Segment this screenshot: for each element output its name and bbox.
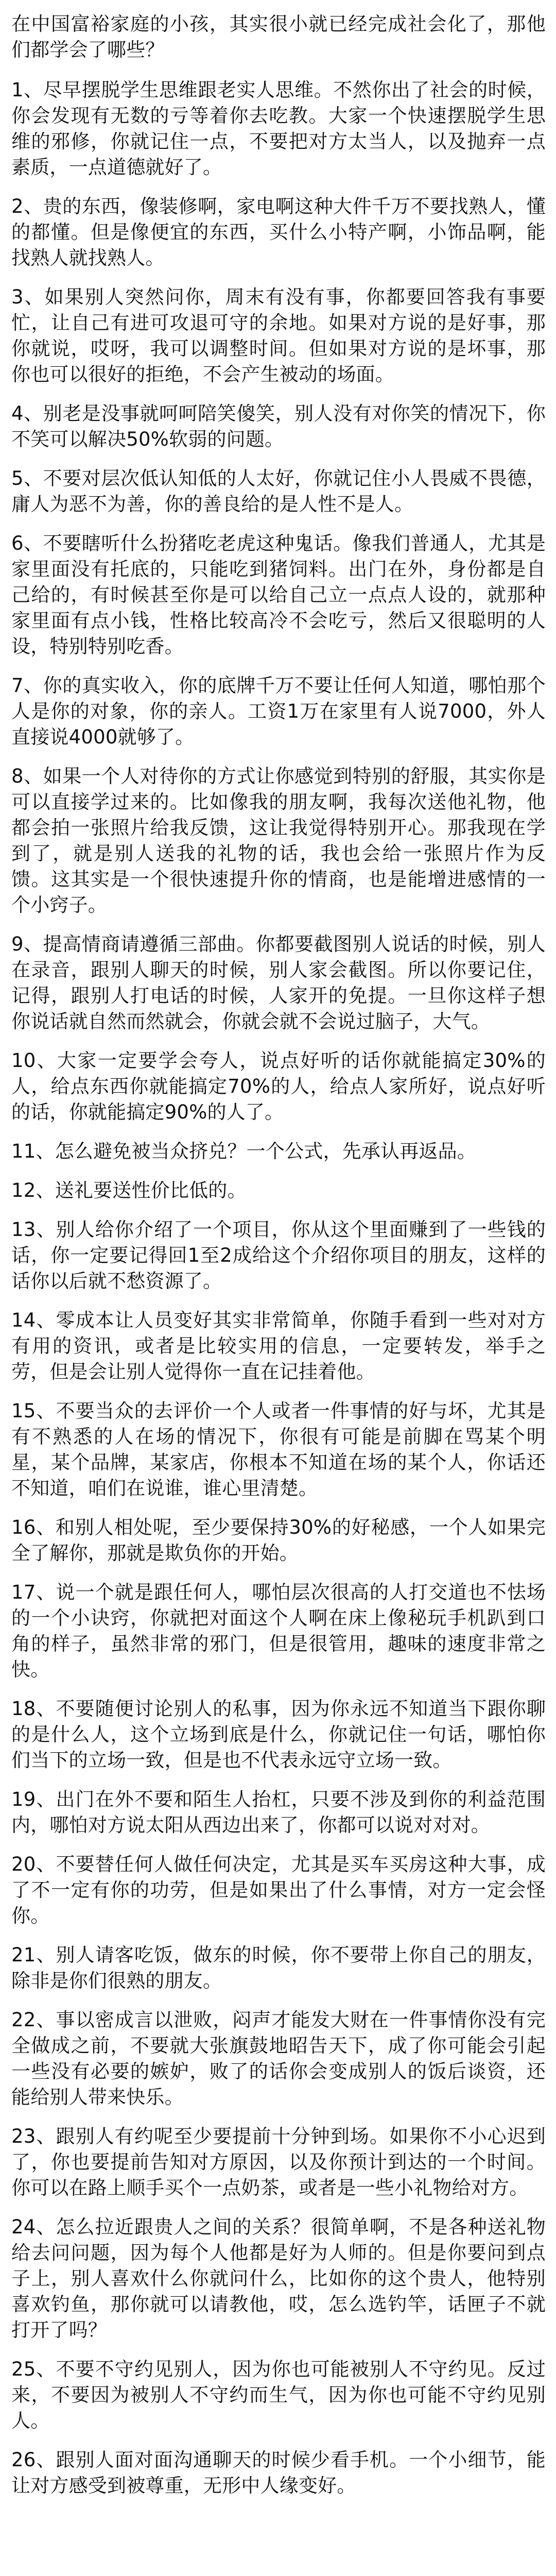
tip-item-25 xyxy=(11,2357,546,2434)
tip-item-18 xyxy=(11,1696,546,1773)
tip-item-13 xyxy=(11,1217,546,1294)
tip-number: 18、 xyxy=(11,1698,56,1720)
tip-text: 和别人相处呢，至少要保持30%的好秘感，一个人如果完全了解你，那就是欺负你的开始。 xyxy=(11,1516,546,1564)
tip-number: 24、 xyxy=(11,2216,56,2238)
tip-number: 14、 xyxy=(11,1309,56,1331)
tip-text: 如果一个人对待你的方式让你感觉到特别的舒服，其实你是可以直接学过来的。比如像我的朋友啊，我每次送他礼物，他都会拍一张照片给我反馈，这让我觉得特别开心。那我现在学到了，就是别人送我的礼物的话，我也会给一张照片作为反馈。这其实是一个很快速提升你的情商，也是能增进感情的一个小窍子。 xyxy=(11,765,546,916)
tip-text: 你的真实收入，你的底牌千万不要让任何人知道，哪怕那个人是你的对象，你的亲人。工资1万在家里有人说7000，外人直接说4000就够了。 xyxy=(11,674,546,748)
tip-item-26 xyxy=(11,2447,546,2499)
tip-text: 尽早摆脱学生思维跟老实人思维。不然你出了社会的时候，你会发现有无数的亏等着你去吃教。大家一个快速摆脱学生思维的邪修，你就记住一点，不要把对方太当人，以及抛弃一点素质，一点道德就好了。 xyxy=(11,79,546,178)
tip-text: 出门在外不要和陌生人抬杠，只要不涉及到你的利益范围内，哪怕对方说太阳从西边出来了，你都可以说对对对。 xyxy=(11,1788,546,1836)
tip-number: 2、 xyxy=(11,195,43,217)
tip-item-7 xyxy=(11,673,546,750)
tip-item-16 xyxy=(11,1515,546,1566)
tip-item-20 xyxy=(11,1852,546,1929)
tip-number: 11、 xyxy=(11,1140,55,1162)
tip-text: 别人请客吃饭，做东的时候，你不要带上你自己的朋友，除非是你们很熟的朋友。 xyxy=(11,1944,546,1992)
tip-text: 跟别人有约呢至少要提前十分钟到场。如果你不小心迟到了，你也要提前告知对方原因，以及你预计到达的一个时间。你可以在路上顺手买个一点奶茶，或者是一些小礼物给对方。 xyxy=(11,2125,546,2199)
tip-list xyxy=(11,77,546,2499)
tip-number: 26、 xyxy=(11,2449,56,2471)
tip-number: 15、 xyxy=(11,1400,56,1422)
tip-number: 21、 xyxy=(11,1944,56,1966)
tip-item-9 xyxy=(11,931,546,1035)
tip-text: 送礼要送性价比低的。 xyxy=(55,1179,247,1201)
tip-number: 5、 xyxy=(11,467,43,489)
tip-text: 说一个就是跟任何人，哪怕层次很高的人打交道也不怯场的一个小诀窍，你就把对面这个人啊在床上像秘玩手机趴到口角的样子，虽然非常的邪门，但是很管用，趣味的速度非常之快。 xyxy=(11,1581,546,1681)
tip-number: 8、 xyxy=(11,765,43,787)
tip-item-24 xyxy=(11,2214,546,2343)
tip-text: 怎么拉近跟贵人之间的关系？很简单啊，不是各种送礼物给去问问题，因为每个人他都是好为人师的。但是你要问到点子上，别人喜欢什么你就问什么，比如你的这个贵人，他特别喜欢钓鱼，那你就可以请教他，哎，怎么选钓竿，话匣子不就打开了吗？ xyxy=(11,2216,546,2341)
tip-item-6 xyxy=(11,531,546,659)
tip-text: 不要瞎听什么扮猪吃老虎这种鬼话。像我们普通人，尤其是家里面没有托底的，只能吃到猪饲料。出门在外，身份都是自己给的，有时候甚至你是可以给自己立一点点人设的，就那种家里面有点小钱，性格比较高冷不会吃亏，然后又很聪明的人设，特别特别吃香。 xyxy=(11,532,546,657)
tip-number: 7、 xyxy=(11,674,43,697)
tip-item-10 xyxy=(11,1048,546,1125)
tip-number: 9、 xyxy=(11,933,43,955)
tip-text: 别老是没事就呵呵陪笑傻笑，别人没有对你笑的情况下，你不笑可以解决50%软弱的问题。 xyxy=(11,402,546,450)
tip-number: 13、 xyxy=(11,1218,56,1241)
tip-item-5 xyxy=(11,466,546,517)
tip-item-23 xyxy=(11,2124,546,2201)
tip-text: 别人给你介绍了一个项目，你从这个里面赚到了一些钱的话，你一定要记得回1至2成给这个介绍你项目的朋友，这样的话你以后就不愁资源了。 xyxy=(11,1218,546,1292)
tip-number: 22、 xyxy=(11,2009,56,2031)
tip-item-12 xyxy=(11,1178,546,1204)
tip-number: 23、 xyxy=(11,2125,56,2147)
tip-item-21 xyxy=(11,1942,546,1994)
tip-item-8 xyxy=(11,764,546,918)
tip-number: 6、 xyxy=(11,532,43,554)
tip-text: 零成本让人员变好其实非常简单，你随手看到一些对对方有用的资讯，或者是比较实用的信息，一定要转发，举手之劳，但是会让别人觉得你一直在记挂着他。 xyxy=(11,1309,546,1383)
tip-text: 怎么避免被当众挤兑？一个公式，先承认再返品。 xyxy=(55,1140,477,1162)
tip-number: 25、 xyxy=(11,2358,56,2380)
tip-item-4 xyxy=(11,401,546,452)
tip-text: 大家一定要学会夸人，说点好听的话你就能搞定30%的人，给点东西你就能搞定70%的人，给点人家所好，说点好听的话，你就能搞定90%的人了。 xyxy=(11,1049,546,1123)
tip-text: 贵的东西，像装修啊，家电啊这种大件千万不要找熟人，懂的都懂。但是像便宜的东西，买什么小特产啊，小饰品啊，能找熟人就找熟人。 xyxy=(11,195,546,269)
tip-number: 19、 xyxy=(11,1788,56,1810)
tip-number: 17、 xyxy=(11,1581,56,1603)
tip-item-14 xyxy=(11,1308,546,1385)
tip-text: 事以密成言以泄败，闷声才能发大财在一件事情你没有完全做成之前，不要就大张旗鼓地昭告天下，成了你可能会引起一些没有必要的嫉妒，败了的话你会变成别人的饭后谈资，还能给别人带来快乐。 xyxy=(11,2009,546,2108)
tip-number: 3、 xyxy=(11,286,45,308)
intro-paragraph: 在中国富裕家庭的小孩，其实很小就已经完成社会化了，那他们都学会了哪些？ xyxy=(11,13,546,61)
tip-text: 不要不守约见别人，因为你也可能被别人不守约见。反过来，不要因为被别人不守约而生气，因为你也可能不守约见别人。 xyxy=(11,2358,546,2432)
tip-item-19 xyxy=(11,1787,546,1838)
tip-item-11 xyxy=(11,1139,546,1164)
tip-number: 10、 xyxy=(11,1049,58,1072)
tip-text: 跟别人面对面沟通聊天的时候少看手机。一个小细节，能让对方感受到被尊重，无形中人缘变好。 xyxy=(11,2449,546,2497)
tip-text: 不要替任何人做任何决定，尤其是买车买房这种大事，成了不一定有你的功劳，但是如果出了什么事情，对方一定会怪你。 xyxy=(11,1853,546,1927)
tip-item-15 xyxy=(11,1398,546,1501)
tip-number: 1、 xyxy=(11,79,43,101)
tip-item-17 xyxy=(11,1580,546,1683)
tip-item-22 xyxy=(11,2007,546,2110)
tip-number: 16、 xyxy=(11,1516,56,1538)
tip-text: 提高情商请遵循三部曲。你都要截图别人说话的时候，别人在录音，跟别人聊天的时候，别人家会截图。所以你要记住，记得，跟别人打电话的时候，人家开的免提。一旦你这样子想你说话就自然而然就会，你就会就不会说过脑子，大气。 xyxy=(11,933,546,1032)
tip-item-1 xyxy=(11,77,546,180)
tip-number: 4、 xyxy=(11,402,43,425)
tip-number: 20、 xyxy=(11,1853,56,1875)
tip-text: 如果别人突然问你，周末有没有事，你都要回答我有事要忙，让自己有进可攻退可守的余地。如果对方说的是好事，那你就说，哎呀，我可以调整时间。但如果对方说的是坏事，那你也可以很好的拒绝，不会产生被动的场面。 xyxy=(11,286,546,385)
tip-text: 不要当众的去评价一个人或者一件事情的好与坏，尤其是有不熟悉的人在场的情况下，你很有可能是前脚在骂某个明星，某个品牌，某家店，你根本不知道在场的某个人，你话还不知道，咱们在说谁，谁心里清楚。 xyxy=(11,1400,546,1499)
tip-number: 12、 xyxy=(11,1179,55,1201)
tip-text: 不要对层次低认知低的人太好，你就记住小人畏威不畏德，庸人为恶不为善，你的善良给的是人性不是人。 xyxy=(11,467,546,515)
tip-item-3 xyxy=(11,284,546,387)
tip-item-2 xyxy=(11,194,546,271)
tip-text: 不要随便讨论别人的私事，因为你永远不知道当下跟你聊的是什么人，这个立场到底是什么，你就记住一句话，哪怕你们当下的立场一致，但是也不代表永远守立场一致。 xyxy=(11,1698,546,1771)
